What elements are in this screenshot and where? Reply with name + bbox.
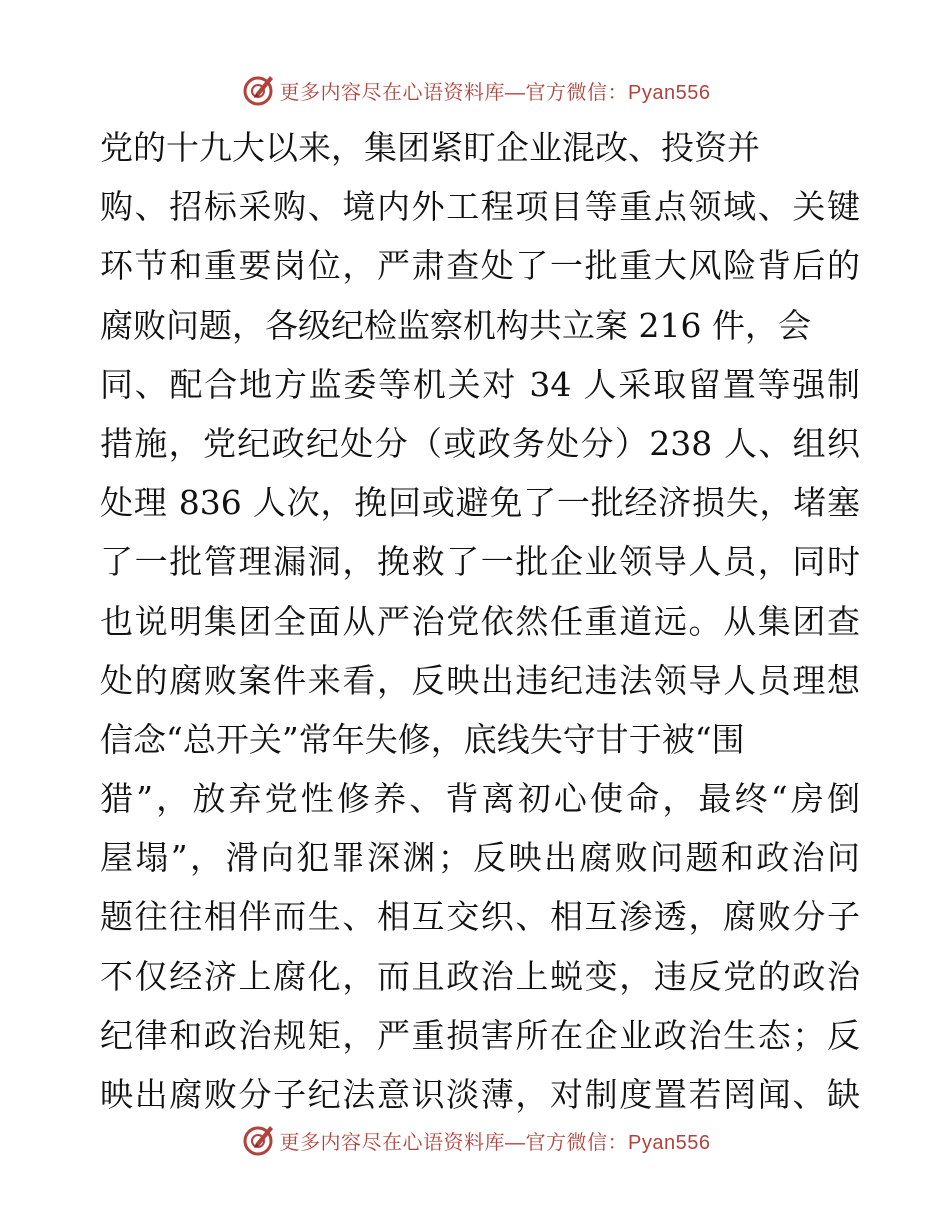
header-watermark-banner [0,70,950,110]
footer-watermark-banner [0,1120,950,1160]
footer-watermark-text: 更多内容尽在心语资料库—官方微信：Pyan556 [279,1131,711,1154]
text-line: 措施，党纪政纪处分（或政务处分）238 人、组织 [100,423,860,463]
text-line: 处的腐败案件来看，反映出违纪违法领导人员理想 [100,660,860,700]
pen-logo-icon [240,72,276,108]
text-line: 环节和重要岗位，严肃查处了一批重大风险背后的 [100,246,860,286]
header-watermark-text: 更多内容尽在心语资料库—官方微信：Pyan556 [279,81,711,104]
text-line: 同、配合地方监委等机关对 34 人采取留置等强制 [100,364,860,404]
text-line: 也说明集团全面从严治党依然任重道远。从集团查 [100,601,860,641]
text-line: 腐败问题，各级纪检监察机构共立案 216 件，会 [100,305,811,345]
pen-logo-icon [240,1122,276,1158]
text-line: 纪律和政治规矩，严重损害所在企业政治生态；反 [100,1015,860,1055]
text-line: 信念“总开关”常年失修，底线失守甘于被“围 [100,719,745,759]
text-line: 题往往相伴而生、相互交织、相互渗透，腐败分子 [100,897,860,937]
text-line: 党的十九大以来，集团紧盯企业混改、投资并 [100,128,760,167]
text-line: 猎”，放弃党性修养、背离初心使命，最终“房倒 [100,779,860,819]
text-line: 不仅经济上腐化，而且政治上蜕变，违反党的政治 [100,956,860,996]
text-line: 屋塌”，滑向犯罪深渊；反映出腐败问题和政治问 [100,838,860,878]
text-line: 映出腐败分子纪法意识淡薄，对制度置若罔闻、缺 [100,1075,860,1114]
document-body [100,118,860,1124]
text-line: 处理 836 人次，挽回或避免了一批经济损失，堵塞 [100,483,860,523]
text-line: 了一批管理漏洞，挽救了一批企业领导人员，同时 [100,542,860,582]
text-line: 购、招标采购、境内外工程项目等重点领域、关键 [100,187,860,227]
